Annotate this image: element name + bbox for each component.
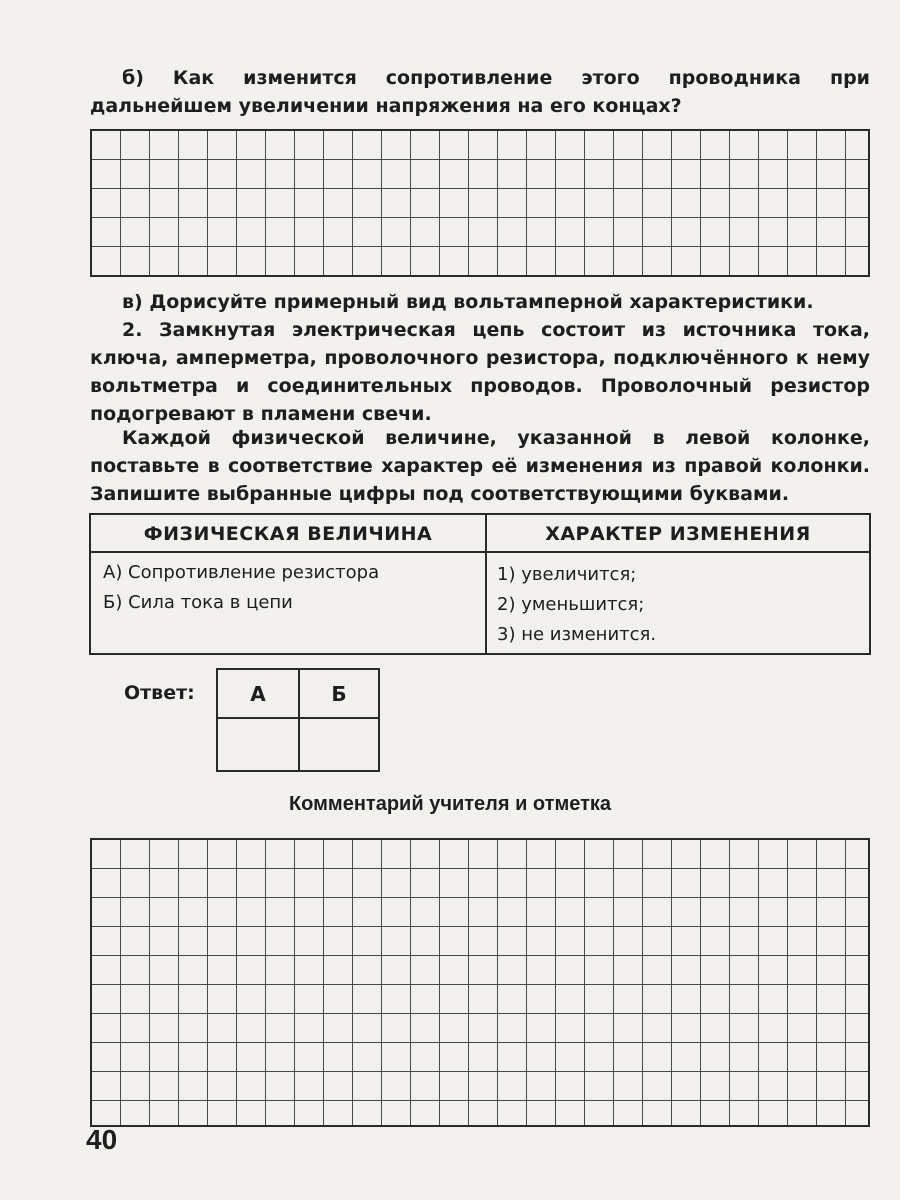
teacher-comment-grid[interactable] [90, 838, 870, 1127]
header-change-character: ХАРАКТЕР ИЗМЕНЕНИЯ [545, 523, 811, 545]
answer-column-b: Б [331, 682, 347, 706]
change-option-3: 3) не изменится. [497, 624, 657, 645]
quantity-b: Б) Сила тока в цепи [103, 592, 293, 613]
answer-table [216, 668, 380, 772]
answer-cell-a[interactable] [218, 719, 298, 770]
question-b: б) Как изменится сопротивление этого проводника при дальнейшем увеличении напряжения на его концах? [90, 67, 870, 117]
header-physical-quantity: ФИЗИЧЕСКАЯ ВЕЛИЧИНА [143, 523, 433, 545]
teacher-comment-title: Комментарий учителя и отметка [288, 793, 612, 815]
answer-column-a: А [250, 682, 266, 706]
answer-label: Ответ: [124, 682, 195, 704]
page-number: 40 [86, 1124, 118, 1155]
task-2-instruction: Каждой физической величине, указанной в левой колонке, поставьте в соответствие характер её изменения из правой колонки. Запишите выбранные цифры под соответствующими буквами. [90, 427, 870, 505]
answer-grid-b[interactable] [90, 129, 870, 277]
change-option-1: 1) увеличится; [497, 564, 637, 585]
quantity-a: А) Сопротивление резистора [103, 562, 380, 583]
matching-table [89, 513, 871, 655]
question-v: в) Дорисуйте примерный вид вольтамперной характеристики. [122, 291, 814, 313]
change-option-2: 2) уменьшится; [497, 594, 645, 615]
task-2-text: 2. Замкнутая электрическая цепь состоит из источника тока, ключа, амперметра, проволочного резистора, подключённого к нему вольтметра и соединительных проводов. Проволочный резистор подогревают в пламени свечи. [90, 319, 870, 425]
answer-cell-b[interactable] [300, 719, 378, 770]
